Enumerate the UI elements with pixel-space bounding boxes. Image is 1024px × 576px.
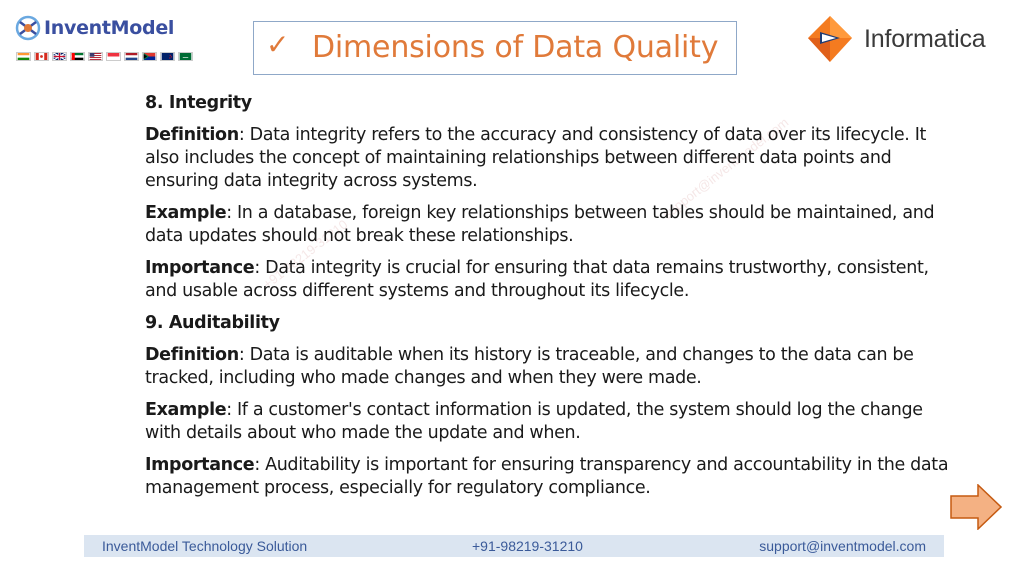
- example-text: : If a customer's contact information is updated, the system should log the change with details about who made the update and when.: [145, 400, 923, 443]
- integrity-definition: [145, 124, 955, 193]
- footer-email: support@inventmodel.com: [759, 538, 926, 554]
- auditability-definition: [145, 344, 955, 390]
- uae-flag-icon: [70, 52, 85, 61]
- example-text: : In a database, foreign key relationships between tables should be maintained, and data updates should not break these relationships.: [145, 203, 935, 246]
- new-zealand-flag-icon: [160, 52, 175, 61]
- inventmodel-logo-icon: [14, 14, 42, 42]
- importance-label: Importance: [145, 455, 255, 475]
- south-africa-flag-icon: [142, 52, 157, 61]
- example-label: Example: [145, 203, 227, 223]
- singapore-flag-icon: [106, 52, 121, 61]
- section-heading-integrity: 8. Integrity: [145, 93, 252, 113]
- uk-flag-icon: [52, 52, 67, 61]
- section-heading-auditability: 9. Auditability: [145, 313, 280, 333]
- example-label: Example: [145, 400, 227, 420]
- inventmodel-logo: [14, 12, 214, 64]
- slide-title: Dimensions of Data Quality: [312, 30, 719, 65]
- logo-text: InventModel: [44, 17, 175, 39]
- integrity-importance: [145, 257, 955, 303]
- auditability-importance: [145, 454, 955, 500]
- footer-phone: +91-98219-31210: [472, 538, 583, 554]
- definition-text: : Data integrity refers to the accuracy and consistency of data over its lifecycle. It also includes the concept of maintaining relationships between different data points and ensuring data integrity across systems.: [145, 125, 927, 191]
- arrow-right-icon[interactable]: [950, 484, 1002, 530]
- canada-flag-icon: [34, 52, 49, 61]
- importance-text: : Data integrity is crucial for ensuring that data remains trustworthy, consistent, and usable across different systems and throughout its lifecycle.: [145, 258, 929, 301]
- definition-label: Definition: [145, 345, 239, 365]
- footer-bar: [84, 535, 944, 557]
- footer-company: InventModel Technology Solution: [102, 538, 308, 554]
- usa-flag-icon: [88, 52, 103, 61]
- watermark-email: support@inventmodel.com: [660, 114, 792, 222]
- slide-content: [145, 92, 955, 509]
- definition-text: : Data is auditable when its history is traceable, and changes to the data can be tracked, including who made changes and when they were made.: [145, 345, 914, 388]
- definition-label: Definition: [145, 125, 239, 145]
- informatica-logo-icon: [806, 14, 854, 64]
- india-flag-icon: [16, 52, 31, 61]
- watermark-phone: +91-98219-31210: [260, 216, 351, 292]
- netherlands-flag-icon: [124, 52, 139, 61]
- auditability-example: [145, 399, 955, 445]
- informatica-brand-text: Informatica: [864, 25, 986, 53]
- country-flags: [16, 52, 193, 61]
- importance-label: Importance: [145, 258, 255, 278]
- saudi-arabia-flag-icon: [178, 52, 193, 61]
- integrity-example: [145, 202, 955, 248]
- slide-title-box: [253, 21, 737, 75]
- importance-text: : Auditability is important for ensuring transparency and accountability in the data management process, especially for regulatory compliance.: [145, 455, 949, 498]
- check-icon: ✓: [266, 28, 290, 61]
- informatica-logo: [806, 14, 1006, 66]
